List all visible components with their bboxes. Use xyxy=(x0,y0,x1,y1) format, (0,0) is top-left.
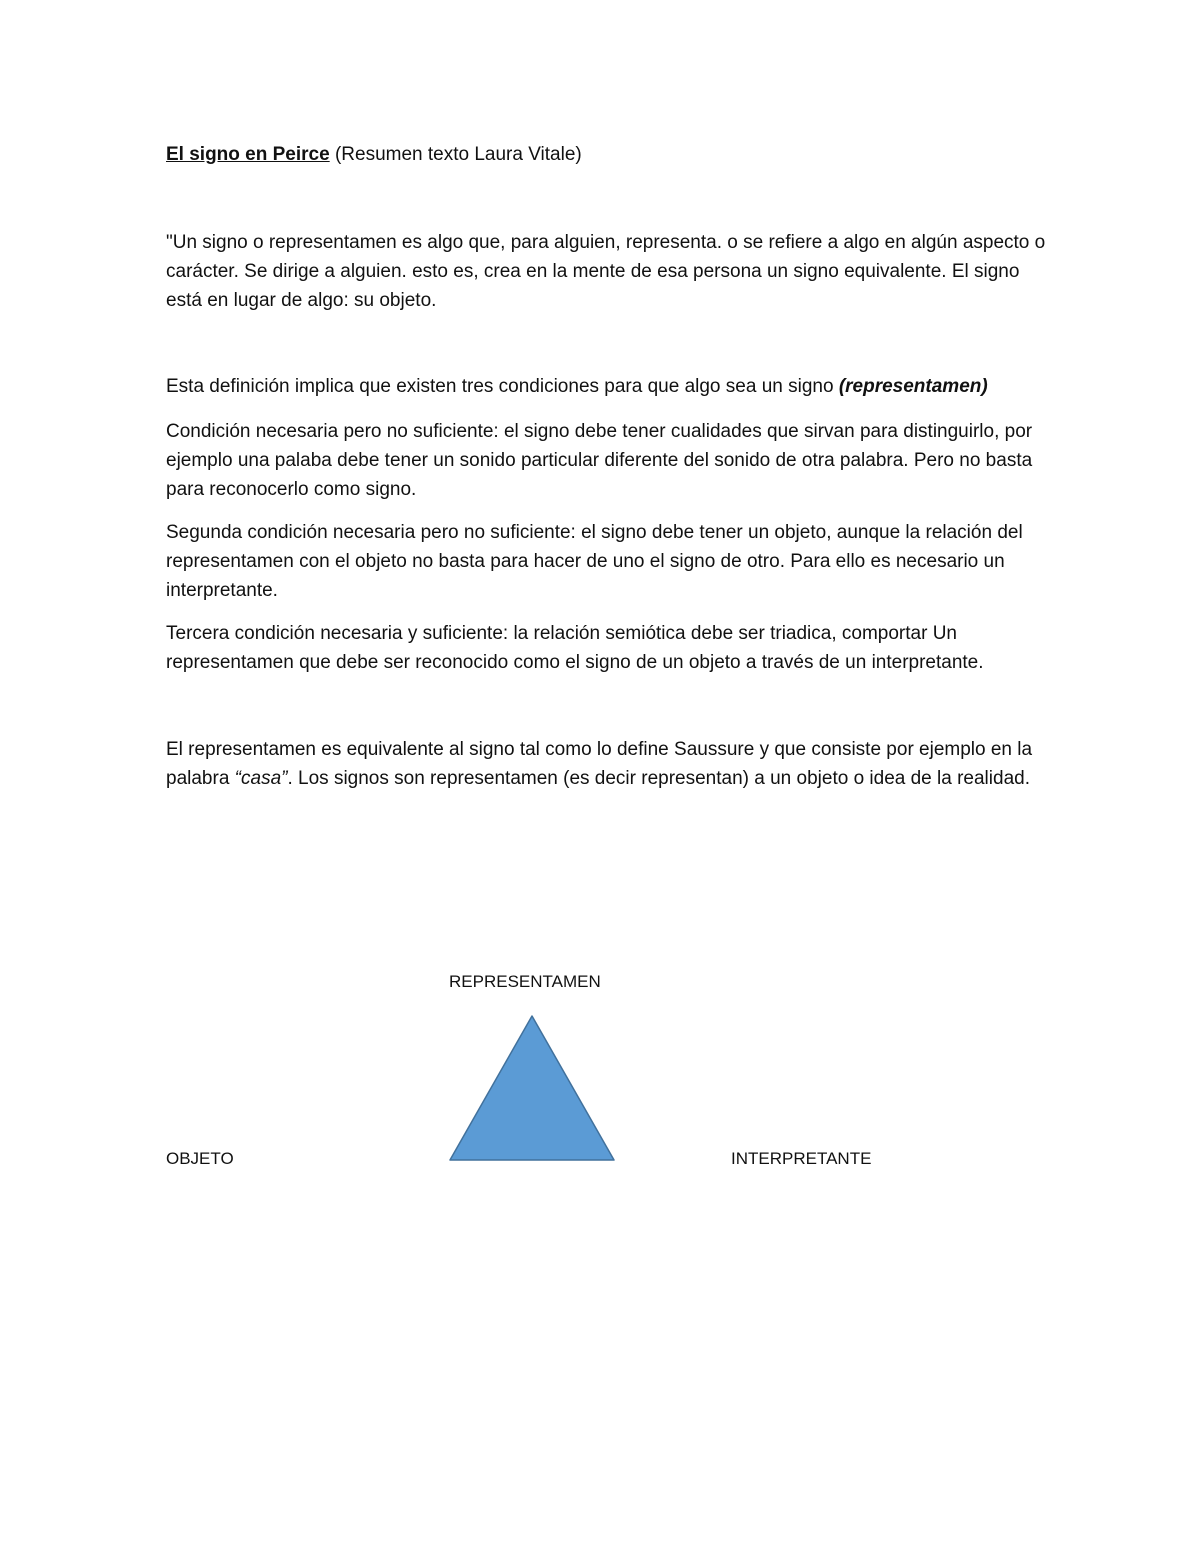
closing-after: . Los signos son representamen (es decir representan) a un objeto o idea de la realidad. xyxy=(287,768,1030,789)
label-objeto: OBJETO xyxy=(166,1149,234,1168)
document-title xyxy=(166,140,1046,169)
condition-3-paragraph: Tercera condición necesaria y suficiente: la relación semiótica debe ser triadica, comportar Un representamen que debe ser reconocido como el signo de un objeto a través de un interpretante. xyxy=(166,623,984,673)
sign-triangle xyxy=(448,1014,616,1162)
label-interpretante: INTERPRETANTE xyxy=(731,1149,872,1168)
closing-word: “casa” xyxy=(234,768,288,789)
definition-term: (representamen) xyxy=(838,376,988,397)
closing-before: El representamen es equivalente al signo tal como lo define Saussure y que consiste por ejemplo en la palabra xyxy=(166,739,1033,789)
condition-2-paragraph: Segunda condición necesaria pero no suficiente: el signo debe tener un objeto, aunque la relación del representamen con el objeto no basta para hacer de uno el signo de otro. Para ello es necesario un interpretante. xyxy=(166,522,1023,601)
definition-intro: Esta definición implica que existen tres condiciones para que algo sea un signo xyxy=(166,376,839,397)
triangle-shape xyxy=(450,1016,614,1160)
title-main: El signo en Peirce xyxy=(166,144,330,165)
definition-paragraph xyxy=(166,372,1046,401)
condition-1-paragraph: Condición necesaria pero no suficiente: el signo debe tener cualidades que sirvan para distinguirlo, por ejemplo una palaba debe tener un sonido particular diferente del sonido de otra palabra. Pero no basta para reconocerlo como signo. xyxy=(166,421,1033,500)
quote-paragraph: "Un signo o representamen es algo que, para alguien, representa. o se refiere a algo en algún aspecto o carácter. Se dirige a alguien. esto es, crea en la mente de esa persona un signo equivalente. El signo está en lugar de algo: su objeto. xyxy=(166,232,1046,311)
label-representamen: REPRESENTAMEN xyxy=(449,972,601,991)
title-subtitle: (Resumen texto Laura Vitale) xyxy=(329,144,582,165)
closing-paragraph xyxy=(166,735,1046,793)
